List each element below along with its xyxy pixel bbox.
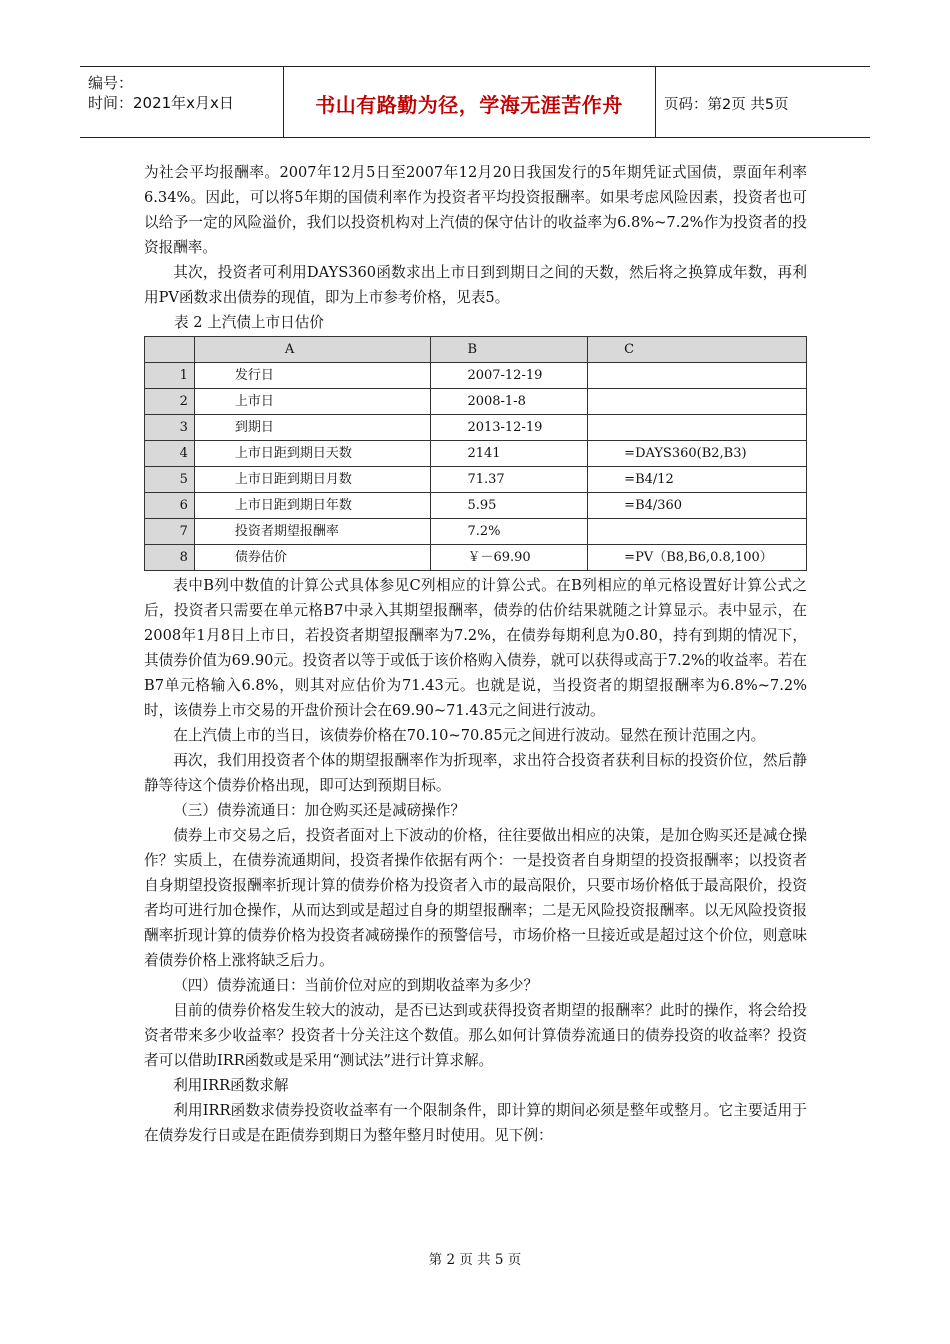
paragraph: 利用IRR函数求债券投资收益率有一个限制条件，即计算的期间必须是整年或整月。它主要适用于在债券发行日或是在距债券到期日为整年整月时使用。见下例： — [144, 1102, 807, 1144]
cell-a: 上市日 — [194, 389, 431, 415]
header-motto: 书山有路勤为径，学海无涯苦作舟 — [315, 93, 623, 117]
cell-c — [588, 389, 807, 415]
cell-b: 2141 — [431, 441, 588, 467]
cell-c: =B4/360 — [588, 493, 807, 519]
cell-b: ￥－69.90 — [431, 545, 588, 571]
cell-a: 发行日 — [194, 363, 431, 389]
table-row — [145, 545, 807, 571]
date-label: 时间：2021年x月x日 — [88, 94, 234, 112]
table-row — [145, 363, 807, 389]
cell-c: =B4/12 — [588, 467, 807, 493]
row-number: 7 — [145, 519, 195, 545]
cell-a: 投资者期望报酬率 — [194, 519, 431, 545]
row-number: 8 — [145, 545, 195, 571]
cell-b: 2008-1-8 — [431, 389, 588, 415]
paragraph: 在上汽债上市的当日，该债券价格在70.10~70.85元之间进行波动。显然在预计范围之内。 — [173, 727, 766, 744]
cell-c: =DAYS360(B2,B3) — [588, 441, 807, 467]
table-row — [145, 441, 807, 467]
page-header — [80, 66, 870, 138]
paragraph: 为社会平均报酬率。2007年12月5日至2007年12月20日我国发行的5年期凭证式国债，票面年利率6.34%。因此，可以将5年期的国债利率作为投资者平均投资报酬率。如果考虑风险因素，投资者也可以给予一定的风险溢价，我们以投资机构对上汽债的保守估计的收益率为6.8%~7.2%作为投资者的投资报酬率。 — [144, 164, 807, 256]
paragraph: 目前的债券价格发生较大的波动，是否已达到或获得投资者期望的报酬率？此时的操作，将会给投资者带来多少收益率？投资者十分关注这个数值。那么如何计算债券流通日的债券投资的收益率？投资者可以借助IRR函数或是采用“测试法”进行计算求解。 — [144, 1002, 807, 1069]
row-number: 2 — [145, 389, 195, 415]
valuation-table — [144, 336, 807, 571]
column-header-b: B — [431, 337, 588, 363]
cell-a: 上市日距到期日天数 — [194, 441, 431, 467]
header-page-info: 页码：第2页 共5页 — [664, 97, 789, 113]
column-header-c: C — [588, 337, 807, 363]
cell-a: 上市日距到期日年数 — [194, 493, 431, 519]
header-meta — [88, 73, 234, 113]
cell-b: 7.2% — [431, 519, 588, 545]
table-row — [145, 415, 807, 441]
subsection-heading: 利用IRR函数求解 — [173, 1077, 289, 1094]
cell-a: 债券估价 — [194, 545, 431, 571]
section-heading: （四）债券流通日：当前价位对应的到期收益率为多少？ — [173, 977, 539, 994]
table-row — [145, 519, 807, 545]
document-body — [144, 160, 807, 1148]
cell-b: 2013-12-19 — [431, 415, 588, 441]
table-row — [145, 467, 807, 493]
table-row — [145, 493, 807, 519]
paragraph: 再次，我们用投资者个体的期望报酬率作为折现率，求出符合投资者获利目标的投资价位，然后静静等待这个债券价格出现，即可达到预期目标。 — [144, 752, 807, 794]
corner-cell — [145, 337, 195, 363]
header-divider — [655, 67, 656, 137]
cell-b: 71.37 — [431, 467, 588, 493]
row-number: 5 — [145, 467, 195, 493]
section-heading: （三）债券流通日：加仓购买还是减磅操作？ — [173, 802, 466, 819]
cell-c: =PV（B8,B6,0.8,100） — [588, 545, 807, 571]
column-header-a: A — [194, 337, 431, 363]
page-footer: 第 2 页 共 5 页 — [428, 1252, 522, 1268]
cell-c — [588, 363, 807, 389]
cell-a: 上市日距到期日月数 — [194, 467, 431, 493]
paragraph: 债券上市交易之后，投资者面对上下波动的价格，往往要做出相应的决策，是加仓购买还是减仓操作？实质上，在债券流通期间，投资者操作依据有两个：一是投资者自身期望的投资报酬率；以投资者自身期望投资报酬率折现计算的债券价格为投资者入市的最高限价，只要市场价格低于最高限价，投资者均可进行加仓操作，从而达到或是超过自身的期望报酬率；二是无风险投资报酬率。以无风险投资报酬率折现计算的债券价格为投资者减磅操作的预警信号，市场价格一旦接近或是超过这个价位，则意味着债券价格上涨将缺乏后力。 — [144, 827, 807, 969]
doc-number-label: 编号： — [88, 74, 134, 92]
table-caption: 表 2 上汽债上市日估价 — [174, 314, 324, 331]
cell-b: 5.95 — [431, 493, 588, 519]
cell-a: 到期日 — [194, 415, 431, 441]
paragraph: 表中B列中数值的计算公式具体参见C列相应的计算公式。在B列相应的单元格设置好计算公式之后，投资者只需要在单元格B7中录入其期望报酬率，债券的估价结果就随之计算显示。表中显示，在2008年1月8日上市日，若投资者期望报酬率为7.2%，在债券每期利息为0.80，持有到期的情况下，其债券价值为69.90元。投资者以等于或低于该价格购入债券，就可以获得或高于7.2%的收益率。若在B7单元格输入6.8%，则其对应估价为71.43元。也就是说，当投资者的期望报酬率为6.8%~7.2%时，该债券上市交易的开盘价预计会在69.90~71.43元之间进行波动。 — [144, 577, 807, 719]
cell-c — [588, 519, 807, 545]
row-number: 6 — [145, 493, 195, 519]
row-number: 3 — [145, 415, 195, 441]
cell-b: 2007-12-19 — [431, 363, 588, 389]
cell-c — [588, 415, 807, 441]
paragraph: 其次，投资者可利用DAYS360函数求出上市日到到期日之间的天数，然后将之换算成年数，再利用PV函数求出债券的现值，即为上市参考价格，见表5。 — [144, 264, 807, 306]
row-number: 1 — [145, 363, 195, 389]
row-number: 4 — [145, 441, 195, 467]
table-header-row — [145, 337, 807, 363]
table-row — [145, 389, 807, 415]
